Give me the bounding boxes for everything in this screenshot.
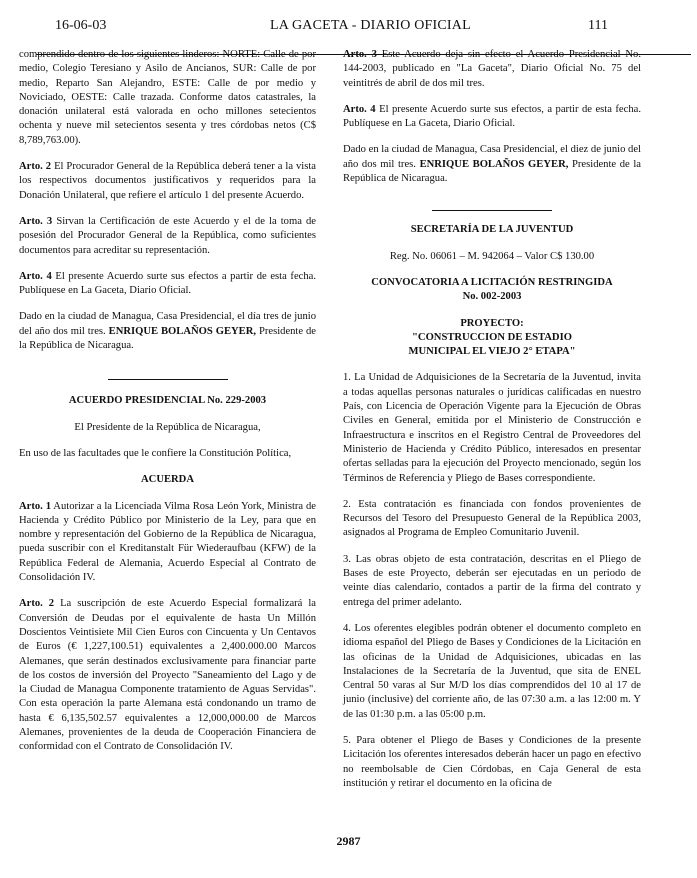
header-date: 16-06-03 [55,18,107,33]
article-3-right [343,48,641,91]
header-page-number: 111 [588,18,608,33]
header-title: LA GACETA - DIARIO OFICIAL [270,18,471,33]
article-4 [19,270,316,299]
article-label: Arto. 4 [19,270,52,282]
article-2b [19,597,316,754]
acuerdo-title: ACUERDO PRESIDENCIAL No. 229-2003 [68,395,267,407]
article-text: La suscripción de este Acuerdo Especial formalizará la Conversión de Deudas por el equivalente de hasta Un Millón Doscientos Veintisiete Mil Cien Euros con Cincuenta y Un Centavos de Euros (€ 1,227,100.51) equivalentes a 2,400.000.00 Marcos Alemanes, que serán destinados exclusivamente para financiar parte de los costos de inversión del Proyecto "Saneamiento del Lago y de la Ciudad de Managua Componente tratamiento de Aguas Servidas". Con esta operación la parte Alemana está condonando un tramo de hasta € 6,135,502.57 equivalentes a 12,000,000.00 de Marcos Alemanes, provenientes de la deuda de Cooperación Financiera de conformidad con el Contrato de Consolidación IV. [19,598,316,753]
numbered-paragraph-4: 4. Los oferentes elegibles podrán obtener el documento completo en idioma español del Pliego de Bases y Condiciones de la Licitación en las oficinas de la Unidad de Adquisiciones, ubicadas en las Instalaciones de la Secretaría de la Juventud, que sita de ENEL Central 50 varas al Sur M/D los días comprendidos del 10 al 17 de junio (inclusive) del corriente año, de las 07:30 a.m. a las 12:00 m. Y de las 01:30 p.m. a las 05:00 p.m. [343,622,641,720]
article-label: Arto. 1 [19,500,51,512]
article-text: Sirvan la Certificación de este Acuerdo y el de la toma de posesión del Procurador General de la República, como suficientes documentos para acreditar su representación. [19,215,316,256]
article-text: El Procurador General de la República deberá tener a la vista los respectivos documentos justificativos y requeridos para la Donación Unilateral, que refiere el artículo 1 del presente Acuerdo. [19,161,316,201]
article-text: Autorizar a la Licenciada Vilma Rosa León York, Ministra de Hacienda y Crédito Público por Ministerio de la Ley, para que en nombre y representación del Gobierno de la República de Nicaragua, pueda suscribir con el Kreditanstalt Für Wiederaufbau (KFW) de la República Federal de Alemania, Acuerdo Especial al Contrato de Consolidación IV. [19,500,316,584]
proyecto-label: PROYECTO: [460,317,524,329]
article-label: Arto. 4 [343,103,376,115]
page-header [20,18,670,38]
proyecto-line-2: MUNICIPAL EL VIEJO 2° ETAPA" [408,346,576,358]
convocatoria-heading [343,276,641,305]
paragraph-linderos: comprendido dentro de los siguientes linderos: NORTE: Calle de por medio, Colegio Teresiano y Asilo de Ancianos, SUR: Calle de por medio, Reparto San Alejandro, ESTE: Calle de por medio y Noviciado, OESTE: Calle trazada. Conforme datos catastrales, la donación unilateral está valorada en ocho millones setecientos ochenta y nueve mil setecientos sesenta y tres córdobas netos (C$ 8,789,763.00). [19,49,316,146]
numbered-paragraph-5: 5. Para obtener el Pliego de Bases y Condiciones de la presente Licitación los oferentes interesados deberán hacer un pago en efectivo no reembolsable de Cien Córdobas, en Caja General de esta institución y retirar el documento en la oficina de [343,734,641,789]
signature-role: Presidente de la República de Nicaragua. [343,158,642,185]
numbered-paragraph-3: 3. Las obras objeto de esta contratación, descritas en el Pliego de Bases de este Proyecto, deberán ser ejecutadas en un periodo de veinte días calendario, contados a partir de la firma del contrato y entrega del primer adelanto. [343,553,641,608]
right-column [343,48,641,803]
article-text: El presente Acuerdo surte sus efectos a partir de esta fecha. Publíquese en La Gaceta, Diario Oficial. [19,270,316,297]
footer-page-number: 2987 [336,834,361,848]
convocatoria-line-2: No. 002-2003 [462,291,522,303]
facultades-line: En uso de las facultades que le confiere la Constitución Política, [19,447,292,459]
numbered-paragraph-2: 2. Esta contratación es financiada con fondos provenientes de Recursos del Tesoro del Presupuesto General de la República 2003, asignados al Programa de Empleo Comunitario Juvenil. [343,498,641,539]
dado-text: Dado en la ciudad de Managua, Casa Presidencial, el día tres de junio del año dos mil tres. [19,311,316,337]
section-title: SECRETARÍA DE LA JUVENTUD [410,224,574,236]
article-label: Arto. 2 [19,161,52,173]
article-text: Este Acuerdo deja sin efecto el Acuerdo Presidencial No. 144-2003, publicado en "La Gaceta", Diario Oficial No. 75 del veintitrés de abril de dos mil tres. [343,49,641,89]
proyecto-line-1: "CONSTRUCCION DE ESTADIO [412,331,572,343]
president-line: El Presidente de la República de Nicaragua, [74,421,261,433]
numbered-paragraph-1: 1. La Unidad de Adquisiciones de la Secretaría de la Juventud, invita a todas aquellas personas naturales o jurídicas calificadas en nuestro País, con Licencia de Operación Vigente para la Ejecución de Obras Civiles en General, emitida por el Ministerio de Construcción e Infraestructura e inscritos en el Registro Central de Proveedores del Ministerio de Hacienda y Crédito Público, interesados en presentar ofertas selladas para la ejecución del Proyecto mencionado, según los Términos de Referencia y Pliego de Bases correspondiente. [343,372,641,484]
registration-line: Reg. No. 06061 – M. 942064 – Valor C$ 130.00 [389,250,595,262]
article-text: El presente Acuerdo surte sus efectos, a partir de esta fecha. Publíquese en La Gaceta, Diario Oficial. [343,103,641,130]
dado-text: Dado en la ciudad de Managua, Casa Presidencial, el diez de junio del año dos mil tres. [343,144,641,170]
article-4-right [343,103,641,132]
left-column [19,48,316,767]
signature-name: ENRIQUE BOLAÑOS GEYER, [419,158,569,170]
article-2 [19,160,316,203]
acuerda-heading: ACUERDA [141,474,194,486]
convocatoria-line-1: CONVOCATORIA A LICITACIÓN RESTRINGIDA [371,276,613,288]
article-label: Arto. 3 [19,215,53,227]
signature-name: ENRIQUE BOLAÑOS GEYER, [108,325,257,337]
article-3 [19,215,316,258]
signature-role: Presidente de la República de Nicaragua. [19,325,316,352]
article-label: Arto. 2 [19,598,55,610]
proyecto-heading [343,317,641,360]
dado-paragraph-right [343,143,641,186]
article-label: Arto. 3 [343,49,377,60]
article-1 [19,500,316,586]
dado-paragraph [19,310,316,353]
